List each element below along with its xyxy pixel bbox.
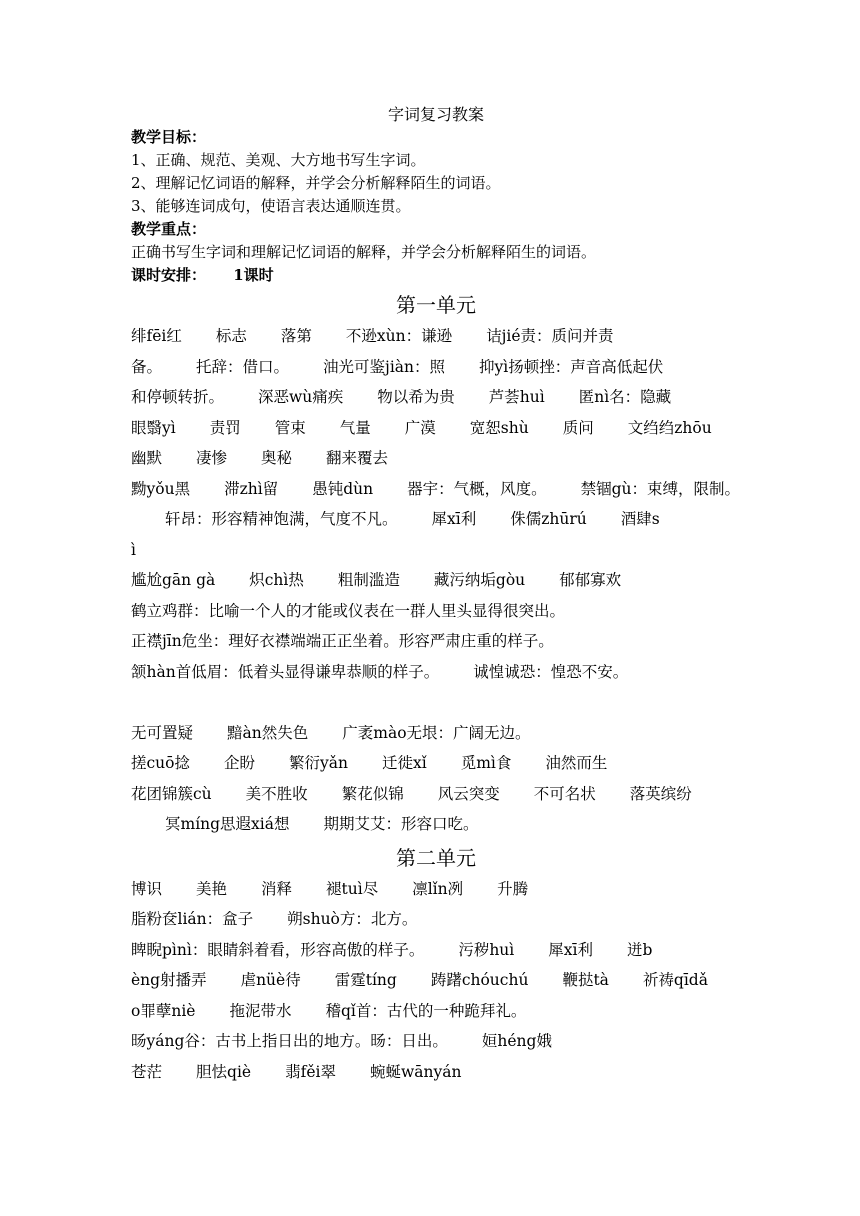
vocab-entry: 翻来覆去 bbox=[326, 449, 389, 467]
vocab-entry: 器宇：气概，风度。 bbox=[407, 479, 547, 498]
schedule-line bbox=[131, 264, 741, 287]
vocab-entry: 物以希为贵 bbox=[377, 388, 455, 406]
document-title: 字词复习教案 bbox=[387, 105, 484, 124]
vocab-entry: 虐nüè待 bbox=[240, 971, 301, 989]
vocab-entry: 质问 bbox=[562, 418, 594, 437]
vocab-entry: 诚惶诚恐：惶恐不安。 bbox=[473, 662, 629, 681]
vocab-entry: 博识 bbox=[131, 879, 163, 898]
vocab-entry: 酒肆s bbox=[620, 510, 660, 528]
vocab-entry: 轩昂：形容精神饱满，气度不凡。 bbox=[165, 510, 398, 528]
vocab-entry: 备。 bbox=[131, 357, 163, 376]
vocab-entry: 期期艾艾：形容口吃。 bbox=[323, 815, 479, 833]
vocab-line bbox=[131, 321, 741, 352]
focus-text: 正确书写生字词和理解记忆词语的解释，并学会分析解释陌生的词语。 bbox=[131, 243, 597, 261]
vocab-entry: 朔shuò方：北方。 bbox=[287, 910, 418, 928]
vocab-entry: 美艳 bbox=[196, 879, 228, 898]
vocab-entry: 宽恕shù bbox=[469, 418, 529, 437]
schedule-label: 课时安排： bbox=[131, 266, 207, 284]
vocab-entry: 繁衍yǎn bbox=[289, 754, 348, 772]
vocab-entry: 抑yì扬顿挫：声音高低起伏 bbox=[479, 357, 664, 376]
vocab-entry: 稽qǐ首：古代的一种跪拜礼。 bbox=[325, 1001, 527, 1020]
vocab-entry: 搓cuō捻 bbox=[131, 754, 190, 772]
vocab-entry: 花团锦簇cù bbox=[131, 784, 212, 803]
vocab-line bbox=[131, 535, 741, 566]
vocab-entry: 苍茫 bbox=[131, 1062, 163, 1081]
goals-heading: 教学目标： bbox=[131, 128, 207, 146]
vocab-entry: 滞zhì留 bbox=[224, 479, 279, 498]
vocab-entry: 迁徙xǐ bbox=[382, 754, 427, 772]
vocab-entry: 标志 bbox=[215, 327, 247, 345]
vocab-entry: 冥míng思遐xiá想 bbox=[165, 815, 290, 833]
vocab-entry: o罪孽niè bbox=[131, 1001, 196, 1020]
vocab-entry: 祈祷qīdǎ bbox=[642, 971, 708, 989]
goal-item: 2、理解记忆词语的解释，并学会分析解释陌生的词语。 bbox=[131, 174, 501, 192]
vocab-entry: 雷霆tíng bbox=[334, 971, 397, 989]
vocab-entry: 黝yǒu黑 bbox=[131, 479, 191, 498]
vocab-entry: 不逊xùn：谦逊 bbox=[345, 327, 453, 345]
vocab-entry: 管束 bbox=[274, 418, 306, 437]
unit1-heading: 第一单元 bbox=[396, 293, 476, 317]
vocab-entry: 眼翳yì bbox=[131, 418, 176, 437]
vocab-entry: 芦荟huì bbox=[488, 388, 545, 406]
vocab-entry: 消释 bbox=[261, 879, 293, 898]
vocab-line bbox=[131, 413, 741, 444]
vocab-line bbox=[131, 352, 741, 383]
vocab-entry: 犀xī利 bbox=[548, 940, 593, 959]
vocab-entry: 旸yáng谷：古书上指日出的地方。旸：日出。 bbox=[131, 1032, 448, 1050]
vocab-entry: 和停顿转折。 bbox=[131, 388, 225, 406]
vocab-line bbox=[131, 626, 741, 657]
vocab-entry: 托辞：借口。 bbox=[196, 357, 290, 376]
vocab-line bbox=[131, 474, 741, 505]
goal-item: 1、正确、规范、美观、大方地书写生字词。 bbox=[131, 151, 426, 169]
vocab-line bbox=[131, 965, 741, 996]
vocab-entry: 污秽huì bbox=[458, 940, 515, 959]
vocab-entry: 颔hàn首低眉：低着头显得谦卑恭顺的样子。 bbox=[131, 662, 440, 681]
vocab-entry: 美不胜收 bbox=[245, 784, 308, 803]
vocab-entry: 脂粉奁lián：盒子 bbox=[131, 910, 254, 928]
vocab-entry: 睥睨pìnì：眼睛斜着看，形容高傲的样子。 bbox=[131, 940, 425, 959]
schedule-value: 1课时 bbox=[233, 266, 274, 284]
vocab-line bbox=[131, 596, 741, 627]
vocab-entry: 郁郁寡欢 bbox=[559, 571, 622, 589]
vocab-entry: 企盼 bbox=[224, 754, 256, 772]
vocab-entry: 气量 bbox=[339, 418, 371, 437]
vocab-entry: 升腾 bbox=[497, 879, 529, 898]
vocab-entry: 幽默 bbox=[131, 449, 163, 467]
vocab-entry: 蜿蜒wānyán bbox=[369, 1062, 462, 1081]
vocab-entry: 油然而生 bbox=[545, 754, 608, 772]
vocab-entry: 绯fēi红 bbox=[131, 327, 182, 345]
unit2-heading: 第二单元 bbox=[396, 845, 476, 870]
vocab-line bbox=[131, 687, 741, 718]
vocab-entry: 觅mì食 bbox=[460, 754, 512, 772]
vocab-entry: 诘jié责：质问并责 bbox=[486, 327, 614, 345]
vocab-entry: 藏污纳垢gòu bbox=[433, 571, 526, 589]
document-body bbox=[131, 104, 741, 1087]
vocab-entry: 粗制滥造 bbox=[337, 571, 400, 589]
vocab-entry: 文绉绉zhōu bbox=[627, 418, 712, 437]
vocab-line bbox=[131, 1026, 741, 1057]
vocab-entry: èng射播弄 bbox=[131, 971, 207, 989]
vocab-entry: 黯àn然失色 bbox=[227, 723, 309, 742]
vocab-entry: 鞭挞tà bbox=[562, 971, 609, 989]
vocab-entry: 鹤立鸡群：比喻一个人的才能或仪表在一群人里头显得很突出。 bbox=[131, 601, 566, 620]
vocab-line bbox=[131, 565, 741, 596]
vocab-entry: 拖泥带水 bbox=[229, 1001, 292, 1020]
vocab-entry: 落第 bbox=[280, 327, 312, 345]
vocab-entry: ì bbox=[131, 540, 136, 559]
vocab-line bbox=[131, 935, 741, 966]
vocab-entry: 不可名状 bbox=[533, 784, 596, 803]
vocab-line bbox=[131, 504, 741, 535]
vocab-entry: 胆怯qiè bbox=[196, 1062, 252, 1081]
vocab-line bbox=[131, 718, 741, 749]
vocab-entry: 翡fěi翠 bbox=[285, 1062, 336, 1081]
vocab-line bbox=[131, 443, 741, 474]
vocab-entry: 禁锢gù：束缚，限制。 bbox=[580, 479, 740, 498]
vocab-entry: 正襟jīn危坐：理好衣襟端端正正坐着。形容严肃庄重的样子。 bbox=[131, 632, 554, 650]
vocab-entry: 落英缤纷 bbox=[629, 784, 692, 803]
vocab-line bbox=[131, 996, 741, 1027]
vocab-entry: 炽chì热 bbox=[249, 571, 304, 589]
vocab-line bbox=[131, 779, 741, 810]
vocab-entry: 姮héng娥 bbox=[481, 1032, 552, 1050]
vocab-line bbox=[131, 874, 741, 905]
vocab-line bbox=[131, 809, 741, 840]
vocab-line bbox=[131, 382, 741, 413]
vocab-entry: 无可置疑 bbox=[131, 723, 194, 742]
vocab-entry: 犀xī利 bbox=[431, 510, 477, 528]
vocab-entry: 风云突变 bbox=[437, 784, 500, 803]
vocab-entry: 广漠 bbox=[404, 418, 436, 437]
vocab-line bbox=[131, 1057, 741, 1088]
vocab-entry: 侏儒zhūrú bbox=[510, 510, 587, 528]
vocab-entry: 褪tuì尽 bbox=[326, 879, 379, 898]
vocab-entry: 愚钝dùn bbox=[312, 479, 374, 498]
vocab-entry: 奥秘 bbox=[261, 449, 293, 467]
vocab-entry: 广袤mào无垠：广阔无边。 bbox=[342, 723, 531, 742]
vocab-entry: 深恶wù痛疾 bbox=[258, 388, 344, 406]
vocab-entry: 油光可鉴jiàn：照 bbox=[323, 357, 446, 376]
vocab-entry: 迸b bbox=[626, 940, 653, 959]
vocab-entry: 凄惨 bbox=[196, 449, 228, 467]
vocab-entry: 凛lǐn冽 bbox=[412, 879, 464, 898]
goal-item: 3、能够连词成句，使语言表达通顺连贯。 bbox=[131, 197, 411, 215]
vocab-entry: 匿nì名：隐藏 bbox=[578, 388, 672, 406]
vocab-line bbox=[131, 904, 741, 935]
vocab-entry: 繁花似锦 bbox=[341, 784, 404, 803]
vocab-line bbox=[131, 748, 741, 779]
vocab-entry: 踌躇chóuchú bbox=[430, 971, 529, 989]
unit1-vocab-list bbox=[131, 321, 741, 840]
focus-heading: 教学重点： bbox=[131, 220, 207, 238]
vocab-line bbox=[131, 657, 741, 688]
unit2-vocab-list bbox=[131, 874, 741, 1088]
vocab-entry: 责罚 bbox=[209, 418, 241, 437]
vocab-entry: 尴尬gān gà bbox=[131, 571, 216, 589]
